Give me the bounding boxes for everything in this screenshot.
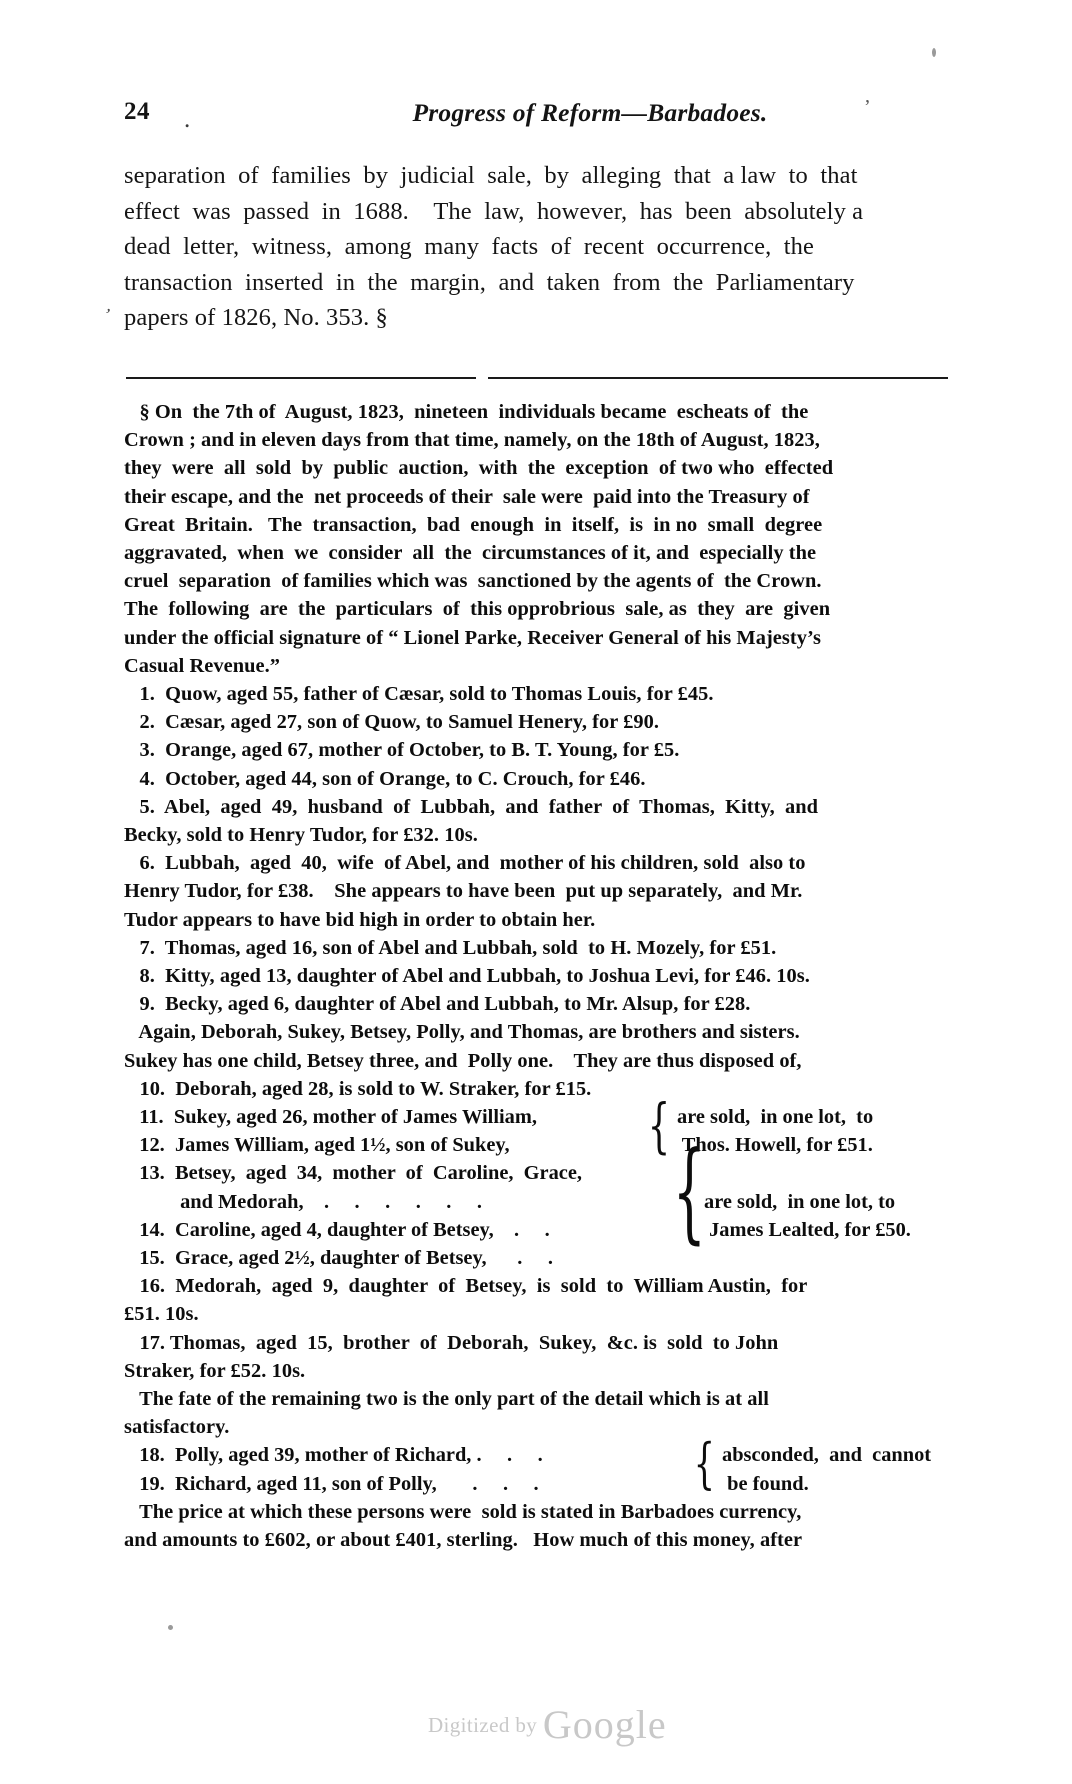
- list-item: 11. Sukey, aged 26, mother of James William,: [124, 1106, 537, 1129]
- body-line: separation of families by judicial sale, by alleging that a law to that: [124, 162, 858, 189]
- group-disposition-line: Thos. Howell, for £51.: [677, 1134, 873, 1157]
- digitization-watermark: [0, 1676, 1072, 1773]
- footnote-block: [124, 398, 954, 1554]
- scan-speck: [168, 1625, 173, 1630]
- footnote-line: they were all sold by public auction, with the exception of two who effected: [124, 457, 834, 480]
- table-row: [124, 1131, 954, 1159]
- list-item: 4. October, aged 44, son of Orange, to C. Crouch, for £46.: [124, 767, 646, 790]
- body-line: transaction inserted in the margin, and taken from the Parliamentary: [124, 268, 855, 296]
- group-disposition-line: James Lealted, for £50.: [704, 1218, 911, 1241]
- footnote-line: cruel separation of families which was sanctioned by the agents of the Crown.: [124, 570, 822, 593]
- rule-segment-right: [488, 377, 948, 379]
- table-row: [124, 1244, 954, 1272]
- footnote-line: The fate of the remaining two is the only part of the detail which is at all: [124, 1388, 769, 1411]
- footnote-line: The price at which these persons were sold is stated in Barbadoes currency,: [124, 1500, 802, 1523]
- list-item: 19. Richard, aged 11, son of Polly, . . .: [124, 1472, 539, 1495]
- list-item: 6. Lubbah, aged 40, wife of Abel, and mother of his children, sold also to: [124, 852, 806, 875]
- table-row: [124, 1159, 954, 1187]
- table-row: [124, 1441, 954, 1469]
- header-tick-mark: ’: [864, 96, 871, 118]
- list-item-cont: Straker, for £52. 10s.: [124, 1359, 306, 1382]
- body-paragraph: [105, 158, 950, 336]
- scan-speck: [932, 48, 936, 57]
- page-title: Progress of Reform—Barbadoes.: [412, 98, 768, 127]
- list-item: 3. Orange, aged 67, mother of October, to B. T. Young, for £5.: [124, 739, 680, 762]
- list-item: 5. Abel, aged 49, husband of Lubbah, and father of Thomas, Kitty, and: [124, 795, 819, 818]
- footnote-line: their escape, and the net proceeds of their sale were paid into the Treasury of: [124, 485, 810, 508]
- curly-brace-icon: {: [693, 1431, 716, 1496]
- list-item-cont: Tudor appears to have bid high in order to obtain her.: [124, 908, 596, 931]
- footnote-line: § On the 7th of August, 1823, nineteen individuals became escheats of the: [124, 401, 809, 423]
- footnote-line: Crown ; and in eleven days from that time, namely, on the 18th of August, 1823,: [124, 429, 820, 452]
- group-disposition-line: are sold, in one lot, to: [704, 1190, 896, 1213]
- body-line: effect was passed in 1688. The law, however, has been absolutely a: [124, 197, 864, 225]
- running-head: [124, 98, 948, 132]
- list-item-cont: Becky, sold to Henry Tudor, for £32. 10s.: [124, 824, 478, 847]
- list-item: 9. Becky, aged 6, daughter of Abel and Lubbah, to Mr. Alsup, for £28.: [124, 993, 751, 1016]
- table-row: [124, 1216, 954, 1244]
- table-row: [124, 1188, 954, 1216]
- body-line: papers of 1826, No. 353. §: [124, 304, 388, 332]
- body-line: dead letter, witness, among many facts of recent occurrence, the: [124, 233, 814, 261]
- curly-brace-icon: {: [647, 1091, 671, 1161]
- footnote-line: satisfactory.: [124, 1416, 230, 1439]
- list-item-cont: Henry Tudor, for £38. She appears to have been put up separately, and Mr.: [124, 880, 803, 903]
- table-row: [124, 1470, 954, 1498]
- brace-group-11-12: [124, 1091, 954, 1161]
- list-item: 16. Medorah, aged 9, daughter of Betsey, is sold to William Austin, for: [124, 1275, 808, 1298]
- footnote-line: The following are the particulars of this opprobrious sale, as they are given: [124, 598, 831, 621]
- footnote-line: aggravated, when we consider all the circumstances of it, and especially the: [124, 542, 817, 565]
- list-item: 8. Kitty, aged 13, daughter of Abel and Lubbah, to Joshua Levi, for £46. 10s.: [124, 965, 810, 988]
- footnote-line: under the official signature of “ Lionel Parke, Receiver General of his Majesty’s: [124, 626, 822, 649]
- page-number: 24: [124, 98, 150, 125]
- watermark-brand: Google: [542, 1702, 667, 1747]
- footnote-line: and amounts to £602, or about £401, sterling. How much of this money, after: [124, 1529, 803, 1551]
- list-item: 7. Thomas, aged 16, son of Abel and Lubbah, sold to H. Mozely, for £51.: [124, 936, 777, 959]
- list-item: 17. Thomas, aged 15, brother of Deborah, Sukey, &c. is sold to John: [124, 1331, 779, 1354]
- footnote-line: Sukey has one child, Betsey three, and Polly one. They are thus disposed of,: [124, 1049, 802, 1072]
- group-disposition-line: are sold, in one lot, to: [677, 1106, 874, 1129]
- list-item: 10. Deborah, aged 28, is sold to W. Straker, for £15.: [124, 1077, 592, 1100]
- list-item: 15. Grace, aged 2½, daughter of Betsey, . .: [124, 1247, 553, 1270]
- footnote-line: Again, Deborah, Sukey, Betsey, Polly, and Thomas, are brothers and sisters.: [124, 1021, 800, 1044]
- group-disposition-line: absconded, and cannot: [722, 1444, 932, 1467]
- list-item: 12. James William, aged 1½, son of Sukey,: [124, 1134, 510, 1157]
- footnote-divider-rule: [126, 375, 948, 381]
- rule-segment-left: [126, 377, 476, 379]
- list-item: 2. Cæsar, aged 27, son of Quow, to Samuel Henery, for £90.: [124, 711, 659, 734]
- list-item: 14. Caroline, aged 4, daughter of Betsey, . .: [124, 1218, 550, 1241]
- watermark-prefix: Digitized by: [427, 1713, 543, 1737]
- list-item-cont: and Medorah, . . . . . .: [124, 1190, 482, 1213]
- list-item: 1. Quow, aged 55, father of Cæsar, sold to Thomas Louis, for £45.: [124, 683, 714, 706]
- margin-mark: ,: [105, 294, 116, 316]
- folio-mark: .: [184, 106, 191, 133]
- list-item: 18. Polly, aged 39, mother of Richard, . . .: [124, 1444, 543, 1467]
- curly-brace-icon: {: [672, 1128, 706, 1257]
- list-item: 13. Betsey, aged 34, mother of Caroline, Grace,: [124, 1162, 582, 1185]
- list-item-cont: £51. 10s.: [124, 1303, 199, 1326]
- footnote-line: Casual Revenue.”: [124, 654, 280, 677]
- brace-group-18-19: [124, 1431, 954, 1497]
- table-row: [124, 1103, 954, 1131]
- footnote-line: Great Britain. The transaction, bad enough in itself, is in no small degree: [124, 513, 823, 536]
- group-disposition-line: be found.: [722, 1472, 809, 1495]
